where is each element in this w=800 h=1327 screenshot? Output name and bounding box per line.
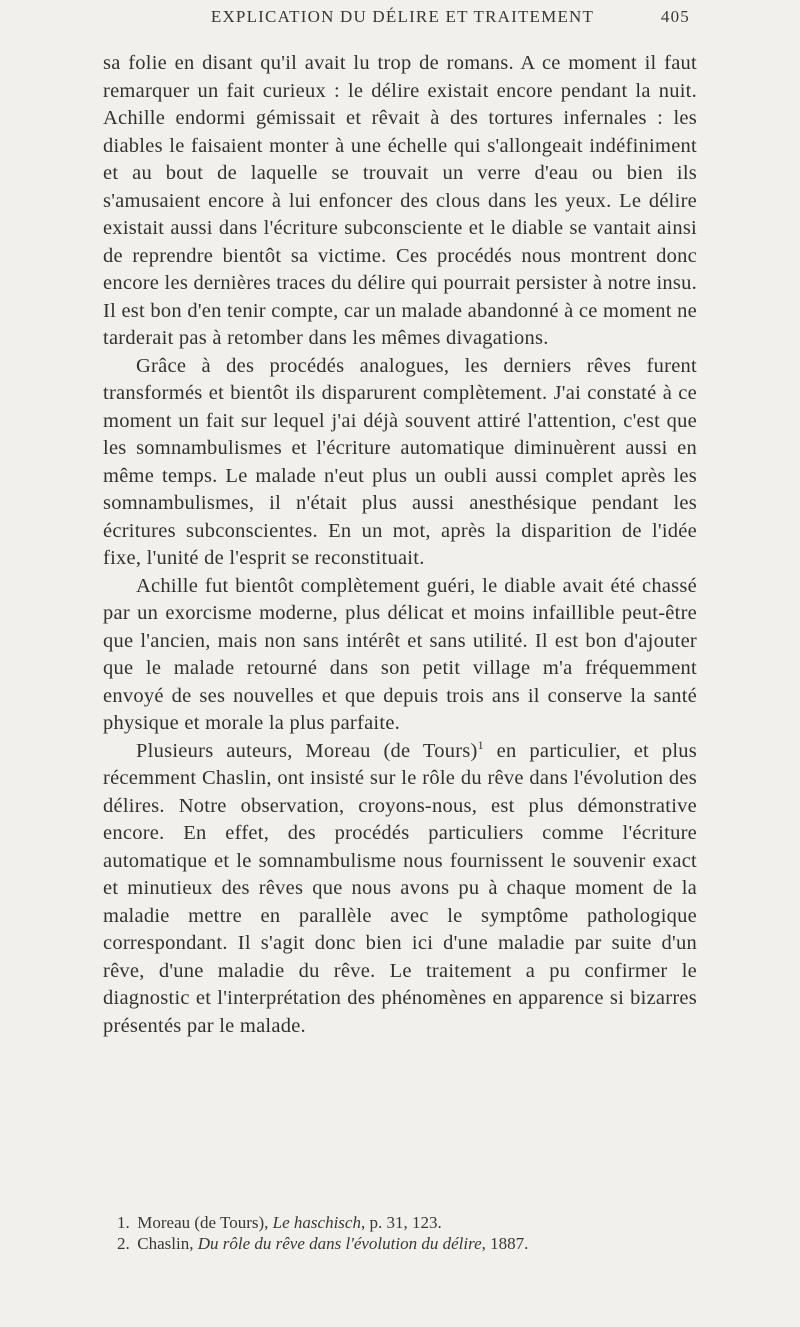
footnote-details: , p. 31, 123. <box>360 1213 442 1232</box>
paragraph: Grâce à des procédés analogues, les derniers rêves furent transformés et bientôt ils disparurent complètement. J'ai constaté à ce moment un fait sur lequel j'ai déjà souvent attiré l'attention, c'est que les somnambulismes et l'écriture automatique diminuèrent aussi en même temps. Le malade n'eut plus un oubli aussi complet après les somnambulismes, il n'était plus aussi anesthésique pendant les écritures subconscientes. En un mot, après la disparition de l'idée fixe, l'unité de l'esprit se reconstituait. <box>103 354 697 569</box>
paragraph: sa folie en disant qu'il avait lu trop de romans. A ce moment il faut remarquer un fait curieux : le délire existait encore pendant la nuit. Achille endormi gémissait et rêvait à des tortures infernales : les diables le faisaient monter à une échelle qui s'allongeait indéfiniment et au bout de laquelle se trouvait un verre d'eau ou bien ils s'amusaient encore à lui enfoncer des clous dans les yeux. Le délire existait aussi dans l'écriture subconsciente et le diable se vantait ainsi de reprendre bientôt sa victime. Ces procédés nous montrent donc encore les dernières traces du délire qui pourrait persister à notre insu. Il est bon d'en tenir compte, car un malade abandonné à ce moment ne tarderait pas à retomber dans les mêmes divagations. <box>103 52 697 349</box>
footnote <box>117 1233 697 1254</box>
footnotes <box>117 1212 697 1254</box>
paragraph-text: Plusieurs auteurs, Moreau (de Tours) <box>136 739 478 762</box>
footnote-ref: 1 <box>477 737 484 752</box>
page-number: 405 <box>660 7 690 26</box>
paragraph-text: en particulier, et plus récemment Chaslin, ont insisté sur le rôle du rêve dans l'évolution des délires. Notre observation, croyons-nous, est plus démonstrative encore. En effet, des procédés particuliers comme l'écriture automatique et le somnambulisme nous fournissent le souvenir exact et minutieux des rêves que nous avons pu à chaque moment de la maladie mettre en parallèle avec le symptôme pathologique correspondant. Il s'agit donc bien ici d'une maladie par suite d'un rêve, d'une maladie du rêve. Le traitement a pu confirmer le diagnostic et l'interprétation des phénomènes en apparence si bizarres présentés par le malade. <box>103 739 698 1037</box>
running-head <box>115 2 690 32</box>
footnote-author: Moreau (de Tours), <box>137 1213 273 1232</box>
footnote <box>117 1212 697 1233</box>
footnote-author: Chaslin, <box>137 1234 198 1253</box>
footnote-number: 1. <box>117 1213 130 1232</box>
footnote-number: 2. <box>117 1234 130 1253</box>
paragraph: Achille fut bientôt complètement guéri, le diable avait été chassé par un exorcisme moderne, plus délicat et moins infaillible peut-être que l'ancien, mais non sans intérêt et sans utilité. Il est bon d'ajouter que le malade retourné dans son petit village m'a fréquemment envoyé de ses nouvelles et que depuis trois ans il conserve la santé physique et morale la plus parfaite. <box>103 574 697 734</box>
paragraph <box>103 738 697 1041</box>
body-text <box>103 50 697 1040</box>
chapter-title: EXPLICATION DU DÉLIRE ET TRAITEMENT <box>210 7 595 26</box>
footnote-work-title: Le haschisch <box>272 1213 361 1232</box>
footnote-details: , 1887. <box>481 1234 529 1253</box>
footnote-work-title: Du rôle du rêve dans l'évolution du délire <box>197 1234 482 1253</box>
